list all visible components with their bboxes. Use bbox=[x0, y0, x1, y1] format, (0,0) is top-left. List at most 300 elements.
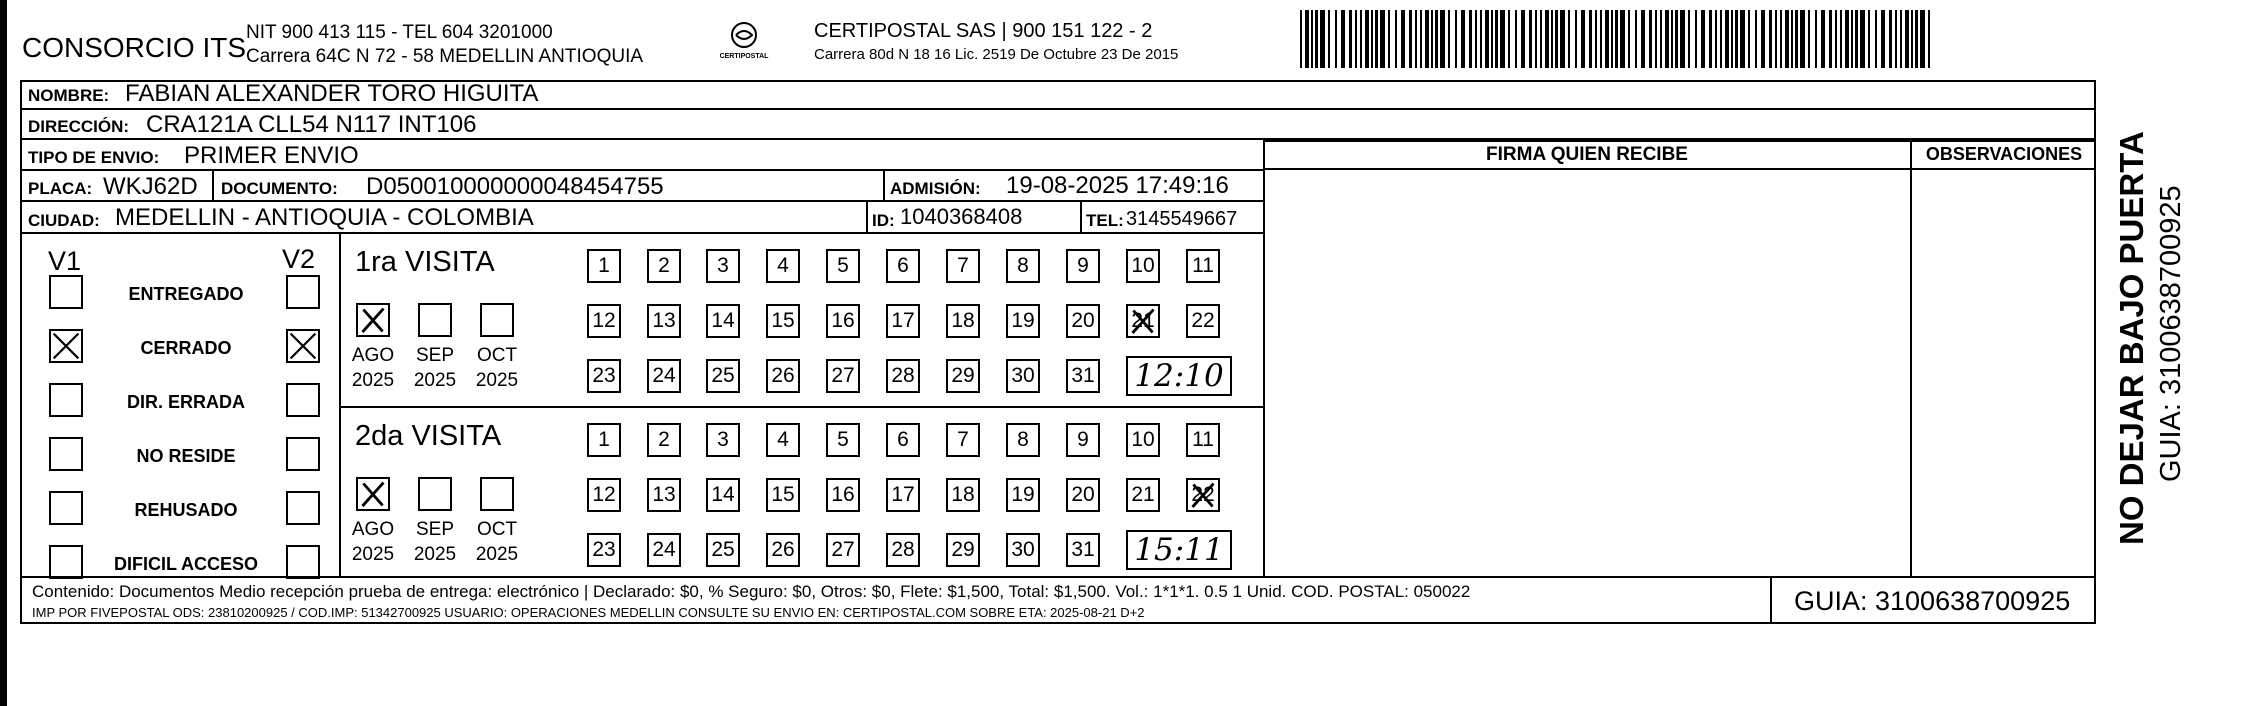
day-number: 12 bbox=[592, 309, 616, 332]
year-label: 2025 bbox=[351, 544, 395, 565]
day-number: 12 bbox=[592, 483, 616, 506]
barcode-bar bbox=[1605, 10, 1609, 68]
month-label: OCT bbox=[476, 519, 518, 540]
id-label: ID: bbox=[872, 211, 895, 230]
v1-checkbox[interactable] bbox=[49, 383, 83, 417]
day-number: 27 bbox=[831, 538, 855, 561]
barcode-bar bbox=[1435, 10, 1438, 68]
barcode-bar bbox=[1448, 10, 1450, 68]
nombre-value: FABIAN ALEXANDER TORO HIGUITA bbox=[125, 80, 539, 107]
barcode-bar bbox=[1635, 10, 1637, 68]
day-box[interactable] bbox=[766, 249, 800, 283]
carrier-name: CERTIPOSTAL SAS | 900 151 122 - 2 bbox=[814, 20, 1153, 42]
day-number: 8 bbox=[1017, 428, 1029, 451]
barcode-bar bbox=[1671, 10, 1673, 68]
barcode-bar bbox=[1660, 10, 1662, 68]
nombre-label: NOMBRE: bbox=[28, 86, 110, 105]
barcode-bar bbox=[1665, 10, 1669, 68]
status-option-label: REHUSADO bbox=[134, 500, 238, 520]
day-box[interactable] bbox=[587, 249, 621, 283]
barcode-bar bbox=[1701, 10, 1705, 68]
side-guia: GUIA: 3100638700925 bbox=[2155, 185, 2187, 482]
barcode-bar bbox=[1715, 10, 1717, 68]
month-checkbox[interactable] bbox=[356, 303, 390, 337]
barcode-bar bbox=[1485, 10, 1489, 68]
barcode-bar bbox=[1868, 10, 1870, 68]
day-box[interactable] bbox=[826, 249, 860, 283]
barcode-bar bbox=[1409, 10, 1412, 68]
day-box[interactable] bbox=[1066, 249, 1100, 283]
day-box[interactable] bbox=[886, 249, 920, 283]
day-box[interactable] bbox=[946, 359, 980, 393]
barcode-bar bbox=[1840, 10, 1842, 68]
month-label: SEP bbox=[415, 345, 455, 366]
barcode-bar bbox=[1508, 10, 1510, 68]
barcode-bar bbox=[1769, 10, 1772, 68]
barcode-bar bbox=[1581, 10, 1585, 68]
day-number: 26 bbox=[771, 364, 795, 387]
barcode-bar bbox=[1415, 10, 1417, 68]
barcode-bar bbox=[1425, 10, 1429, 68]
barcode-bar bbox=[1815, 10, 1817, 68]
barcode-bar bbox=[1540, 10, 1542, 68]
day-box[interactable] bbox=[946, 249, 980, 283]
day-box[interactable] bbox=[1066, 304, 1100, 338]
barcode-bar bbox=[1500, 10, 1505, 68]
day-box[interactable] bbox=[1066, 423, 1100, 457]
v1-checkbox[interactable] bbox=[49, 329, 83, 363]
year-label: 2025 bbox=[413, 370, 457, 391]
day-number: 10 bbox=[1131, 254, 1155, 277]
day-number: 2 bbox=[658, 254, 670, 277]
v2-checkbox[interactable] bbox=[286, 437, 320, 471]
day-number: 31 bbox=[1071, 538, 1095, 561]
month-checkbox[interactable] bbox=[356, 477, 390, 511]
month-checkbox[interactable] bbox=[418, 303, 452, 337]
day-number: 13 bbox=[652, 309, 676, 332]
day-box[interactable] bbox=[766, 359, 800, 393]
barcode-bar bbox=[1349, 10, 1352, 68]
tipo-envio-label: TIPO DE ENVIO: bbox=[28, 148, 160, 167]
day-number: 29 bbox=[951, 364, 975, 387]
v1-checkbox[interactable] bbox=[49, 491, 83, 525]
day-box[interactable] bbox=[766, 533, 800, 567]
barcode-bar bbox=[1440, 10, 1445, 68]
visit-time-box[interactable] bbox=[1126, 356, 1232, 396]
day-box[interactable] bbox=[766, 478, 800, 512]
barcode-bar bbox=[1375, 10, 1378, 68]
status-option-label: DIFICIL ACCESO bbox=[113, 554, 258, 574]
v2-checkbox[interactable] bbox=[286, 545, 320, 579]
day-box[interactable] bbox=[587, 423, 621, 457]
barcode-bar bbox=[1611, 10, 1613, 68]
day-box[interactable] bbox=[886, 304, 920, 338]
barcode-bar bbox=[1431, 10, 1433, 68]
v1-checkbox[interactable] bbox=[49, 275, 83, 309]
documento-label: DOCUMENTO: bbox=[221, 179, 338, 198]
barcode-bar bbox=[1395, 10, 1397, 68]
visit-time: 15:11 bbox=[1134, 532, 1224, 568]
day-number: 21 bbox=[1131, 483, 1155, 506]
barcode-bar bbox=[1680, 10, 1685, 68]
month-label: SEP bbox=[415, 519, 455, 540]
v1-label: V1 bbox=[48, 246, 82, 276]
barcode-bar bbox=[1791, 10, 1793, 68]
barcode-bar bbox=[1855, 10, 1858, 68]
day-box[interactable] bbox=[1126, 423, 1160, 457]
day-number: 16 bbox=[831, 483, 855, 506]
day-box[interactable] bbox=[587, 359, 621, 393]
day-number: 18 bbox=[951, 309, 975, 332]
page-edge bbox=[0, 0, 7, 706]
barcode-bar bbox=[1731, 10, 1733, 68]
barcode-bar bbox=[1311, 10, 1313, 68]
day-box[interactable] bbox=[706, 304, 740, 338]
month-label: AGO bbox=[351, 519, 395, 540]
barcode-bar bbox=[1401, 10, 1405, 68]
day-box[interactable] bbox=[1066, 478, 1100, 512]
day-number: 16 bbox=[831, 309, 855, 332]
day-number: 25 bbox=[711, 364, 735, 387]
barcode-bar bbox=[1911, 10, 1913, 68]
day-number: 22 bbox=[1191, 483, 1215, 506]
day-box[interactable] bbox=[1006, 478, 1040, 512]
day-number: 23 bbox=[592, 538, 616, 561]
barcode-bar bbox=[1675, 10, 1678, 68]
day-box[interactable] bbox=[647, 359, 681, 393]
barcode-bar bbox=[1695, 10, 1697, 68]
barcode-bar bbox=[1881, 10, 1885, 68]
ciudad-value: MEDELLIN - ANTIOQUIA - COLOMBIA bbox=[115, 204, 534, 231]
barcode-bar bbox=[1785, 10, 1789, 68]
firma-area[interactable] bbox=[1266, 170, 1909, 575]
day-number: 21 bbox=[1131, 309, 1155, 332]
day-box[interactable] bbox=[647, 478, 681, 512]
barcode-bar bbox=[1475, 10, 1477, 68]
barcode-bar bbox=[1655, 10, 1657, 68]
day-box[interactable] bbox=[1126, 478, 1160, 512]
year-label: 2025 bbox=[475, 370, 519, 391]
day-box[interactable] bbox=[647, 304, 681, 338]
x-mark-icon bbox=[358, 305, 388, 335]
day-box[interactable] bbox=[647, 249, 681, 283]
month-checkbox[interactable] bbox=[480, 477, 514, 511]
barcode-bar bbox=[1755, 10, 1757, 68]
barcode-bar bbox=[1905, 10, 1909, 68]
placa-label: PLACA: bbox=[28, 179, 93, 198]
barcode-bar bbox=[1420, 10, 1422, 68]
day-number: 26 bbox=[771, 538, 795, 561]
barcode-bar bbox=[1455, 10, 1457, 68]
day-number: 3 bbox=[717, 428, 729, 451]
company-name: CONSORCIO ITS bbox=[22, 32, 247, 63]
day-box[interactable] bbox=[1066, 533, 1100, 567]
barcode-bar bbox=[1328, 10, 1330, 68]
barcode-bar bbox=[1335, 10, 1337, 68]
barcode-bar bbox=[1575, 10, 1577, 68]
observaciones-label: OBSERVACIONES bbox=[1925, 144, 2083, 164]
barcode-bar bbox=[1889, 10, 1892, 68]
admision-label: ADMISIÓN: bbox=[890, 179, 981, 198]
day-box[interactable] bbox=[1006, 359, 1040, 393]
barcode-bar bbox=[1628, 10, 1630, 68]
month-label: OCT bbox=[476, 345, 518, 366]
year-label: 2025 bbox=[413, 544, 457, 565]
day-box[interactable] bbox=[1186, 478, 1220, 512]
day-number: 1 bbox=[598, 254, 610, 277]
v1-checkbox[interactable] bbox=[49, 437, 83, 471]
visit-title: 2da VISITA bbox=[355, 420, 502, 452]
day-box[interactable] bbox=[1006, 533, 1040, 567]
barcode-bar bbox=[1469, 10, 1472, 68]
day-box[interactable] bbox=[1126, 304, 1160, 338]
status-option-label: NO RESIDE bbox=[136, 446, 236, 466]
v2-checkbox[interactable] bbox=[286, 329, 320, 363]
day-number: 22 bbox=[1191, 309, 1215, 332]
day-box[interactable] bbox=[647, 533, 681, 567]
year-label: 2025 bbox=[351, 370, 395, 391]
barcode-bar bbox=[1495, 10, 1498, 68]
certipostal-logo bbox=[712, 20, 776, 64]
barcode-bar bbox=[1521, 10, 1525, 68]
day-number: 4 bbox=[777, 428, 789, 451]
barcode-bar bbox=[1795, 10, 1798, 68]
day-box[interactable] bbox=[587, 304, 621, 338]
barcode-bar bbox=[1620, 10, 1625, 68]
barcode-bar bbox=[1808, 10, 1810, 68]
day-box[interactable] bbox=[706, 359, 740, 393]
day-box[interactable] bbox=[946, 304, 980, 338]
day-number: 3 bbox=[717, 254, 729, 277]
barcode-bar bbox=[1529, 10, 1532, 68]
day-number: 29 bbox=[951, 538, 975, 561]
barcode-bar bbox=[1845, 10, 1849, 68]
day-number: 25 bbox=[711, 538, 735, 561]
day-number: 5 bbox=[837, 428, 849, 451]
day-box[interactable] bbox=[706, 533, 740, 567]
barcode-bar bbox=[1515, 10, 1517, 68]
barcode-bar bbox=[1649, 10, 1652, 68]
day-number: 17 bbox=[891, 309, 915, 332]
day-box[interactable] bbox=[1066, 359, 1100, 393]
day-box[interactable] bbox=[826, 478, 860, 512]
day-number: 28 bbox=[891, 364, 915, 387]
barcode-bar bbox=[1535, 10, 1537, 68]
v2-checkbox[interactable] bbox=[286, 275, 320, 309]
barcode-bar bbox=[1688, 10, 1690, 68]
day-number: 14 bbox=[711, 483, 735, 506]
day-number: 11 bbox=[1192, 254, 1214, 277]
barcode-bar bbox=[1875, 10, 1877, 68]
barcode-bar bbox=[1915, 10, 1918, 68]
day-number: 5 bbox=[837, 254, 849, 277]
day-box[interactable] bbox=[886, 478, 920, 512]
v1-checkbox[interactable] bbox=[49, 545, 83, 579]
barcode-bar bbox=[1365, 10, 1369, 68]
barcode-bar bbox=[1920, 10, 1925, 68]
tel-value: 3145549667 bbox=[1126, 208, 1238, 230]
barcode-bar bbox=[1900, 10, 1902, 68]
day-box[interactable] bbox=[886, 533, 920, 567]
footer-content: Contenido: Documentos Medio recepción prueba de entrega: electrónico | Declarado: $0, % Seguro: $0, Otros: $0, Flete: $1,500, Total: $1,500. Vol.: 1*1*1. 0.5 1 Unid. COD. POSTAL: 050022 bbox=[32, 582, 1471, 601]
day-box[interactable] bbox=[706, 423, 740, 457]
day-box[interactable] bbox=[766, 304, 800, 338]
barcode-bar bbox=[1895, 10, 1897, 68]
placa-value: WKJ62D bbox=[103, 173, 198, 200]
barcode-bar bbox=[1709, 10, 1712, 68]
day-box[interactable] bbox=[946, 478, 980, 512]
day-number: 28 bbox=[891, 538, 915, 561]
barcode-bar bbox=[1641, 10, 1645, 68]
documento-value: D050010000000048454755 bbox=[366, 173, 664, 200]
barcode-bar bbox=[1341, 10, 1345, 68]
barcode-bar bbox=[1928, 10, 1930, 68]
v2-label: V2 bbox=[282, 244, 316, 274]
day-number: 19 bbox=[1011, 483, 1035, 506]
ciudad-label: CIUDAD: bbox=[28, 211, 100, 230]
direccion-label: DIRECCIÓN: bbox=[28, 117, 130, 136]
company-nit: NIT 900 413 115 - TEL 604 3201000 bbox=[246, 22, 553, 43]
barcode-bar bbox=[1380, 10, 1385, 68]
day-number: 6 bbox=[897, 254, 909, 277]
barcode-bar bbox=[1595, 10, 1597, 68]
barcode-bar bbox=[1735, 10, 1738, 68]
day-box[interactable] bbox=[706, 249, 740, 283]
status-option-label: CERRADO bbox=[140, 338, 232, 358]
barcode-bar bbox=[1360, 10, 1362, 68]
day-box[interactable] bbox=[1006, 423, 1040, 457]
day-box[interactable] bbox=[1006, 304, 1040, 338]
barcode-bar bbox=[1748, 10, 1750, 68]
x-mark-icon bbox=[358, 479, 388, 509]
barcode-bar bbox=[1388, 10, 1390, 68]
day-box[interactable] bbox=[826, 359, 860, 393]
barcode-bar bbox=[1860, 10, 1865, 68]
day-box[interactable] bbox=[946, 423, 980, 457]
day-number: 30 bbox=[1011, 364, 1035, 387]
day-number: 9 bbox=[1077, 254, 1089, 277]
visit-title: 1ra VISITA bbox=[355, 246, 495, 278]
day-number: 13 bbox=[652, 483, 676, 506]
month-checkbox[interactable] bbox=[418, 477, 452, 511]
barcode-bar bbox=[1720, 10, 1722, 68]
day-number: 23 bbox=[592, 364, 616, 387]
barcode-bar bbox=[1300, 10, 1302, 68]
observaciones-area[interactable] bbox=[1913, 170, 2094, 575]
day-box[interactable] bbox=[766, 423, 800, 457]
day-number: 18 bbox=[951, 483, 975, 506]
barcode-bar bbox=[1555, 10, 1558, 68]
day-number: 24 bbox=[652, 364, 676, 387]
x-mark-icon bbox=[51, 331, 81, 361]
barcode-bar bbox=[1551, 10, 1553, 68]
barcode-bar bbox=[1480, 10, 1482, 68]
day-box[interactable] bbox=[1186, 249, 1220, 283]
barcode-bar bbox=[1568, 10, 1570, 68]
v2-checkbox[interactable] bbox=[286, 491, 320, 525]
day-box[interactable] bbox=[826, 304, 860, 338]
day-number: 30 bbox=[1011, 538, 1035, 561]
month-label: AGO bbox=[351, 345, 395, 366]
visit-time-box[interactable] bbox=[1126, 530, 1232, 570]
day-number: 6 bbox=[897, 428, 909, 451]
visit-time: 12:10 bbox=[1134, 358, 1224, 394]
day-box[interactable] bbox=[946, 533, 980, 567]
tel-label: TEL: bbox=[1086, 211, 1124, 230]
firma-label: FIRMA QUIEN RECIBE bbox=[1486, 144, 1688, 165]
tipo-envio-value: PRIMER ENVIO bbox=[184, 142, 359, 169]
barcode-bar bbox=[1821, 10, 1825, 68]
day-box[interactable] bbox=[1186, 304, 1220, 338]
month-checkbox[interactable] bbox=[480, 303, 514, 337]
logo-text: CERTIPOSTAL bbox=[719, 53, 769, 60]
day-number: 2 bbox=[658, 428, 670, 451]
barcode-bar bbox=[1305, 10, 1309, 68]
barcode-bar bbox=[1615, 10, 1618, 68]
direccion-value: CRA121A CLL54 N117 INT106 bbox=[146, 111, 477, 138]
barcode-bar bbox=[1835, 10, 1837, 68]
barcode-bar bbox=[1725, 10, 1729, 68]
day-box[interactable] bbox=[1186, 423, 1220, 457]
day-number: 19 bbox=[1011, 309, 1035, 332]
day-number: 9 bbox=[1077, 428, 1089, 451]
day-number: 7 bbox=[957, 428, 969, 451]
day-box[interactable] bbox=[1126, 249, 1160, 283]
day-number: 15 bbox=[771, 483, 795, 506]
day-box[interactable] bbox=[647, 423, 681, 457]
barcode-bar bbox=[1491, 10, 1493, 68]
day-number: 7 bbox=[957, 254, 969, 277]
day-box[interactable] bbox=[886, 359, 920, 393]
day-box[interactable] bbox=[886, 423, 920, 457]
carrier-address: Carrera 80d N 18 16 Lic. 2519 De Octubre 23 De 2015 bbox=[814, 46, 1179, 63]
status-option-label: DIR. ERRADA bbox=[126, 392, 245, 412]
day-number: 20 bbox=[1071, 483, 1095, 506]
company-address: Carrera 64C N 72 - 58 MEDELLIN ANTIOQUIA bbox=[246, 46, 644, 67]
day-box[interactable] bbox=[706, 478, 740, 512]
barcode-bar bbox=[1600, 10, 1602, 68]
day-number: 11 bbox=[1192, 428, 1214, 451]
barcode-bar bbox=[1315, 10, 1318, 68]
day-box[interactable] bbox=[826, 533, 860, 567]
day-box[interactable] bbox=[1006, 249, 1040, 283]
barcode-bar bbox=[1320, 10, 1325, 68]
footer-guia: GUIA: 3100638700925 bbox=[1794, 586, 2071, 616]
side-warning: NO DEJAR BAJO PUERTA bbox=[2113, 131, 2150, 545]
day-box[interactable] bbox=[826, 423, 860, 457]
day-number: 31 bbox=[1071, 364, 1095, 387]
day-number: 20 bbox=[1071, 309, 1095, 332]
barcode-bar bbox=[1461, 10, 1465, 68]
barcode-bar bbox=[1775, 10, 1777, 68]
day-number: 27 bbox=[831, 364, 855, 387]
day-number: 10 bbox=[1131, 428, 1155, 451]
day-box[interactable] bbox=[587, 533, 621, 567]
barcode-bar bbox=[1780, 10, 1782, 68]
day-number: 17 bbox=[891, 483, 915, 506]
day-number: 1 bbox=[598, 428, 610, 451]
barcode-bar bbox=[1829, 10, 1832, 68]
v2-checkbox[interactable] bbox=[286, 383, 320, 417]
barcode-bar bbox=[1545, 10, 1549, 68]
day-number: 8 bbox=[1017, 254, 1029, 277]
day-number: 24 bbox=[652, 538, 676, 561]
barcode-bar bbox=[1851, 10, 1853, 68]
footer-imp: IMP POR FIVEPOSTAL ODS: 23810200925 / COD.IMP: 51342700925 USUARIO: OPERACIONES MEDELLIN CONSULTE SU ENVIO EN: CERTIPOSTAL.COM SOBRE ETA: 2025-08-21 D+2 bbox=[32, 605, 1145, 620]
day-box[interactable] bbox=[587, 478, 621, 512]
day-number: 14 bbox=[711, 309, 735, 332]
barcode-bar bbox=[1355, 10, 1357, 68]
